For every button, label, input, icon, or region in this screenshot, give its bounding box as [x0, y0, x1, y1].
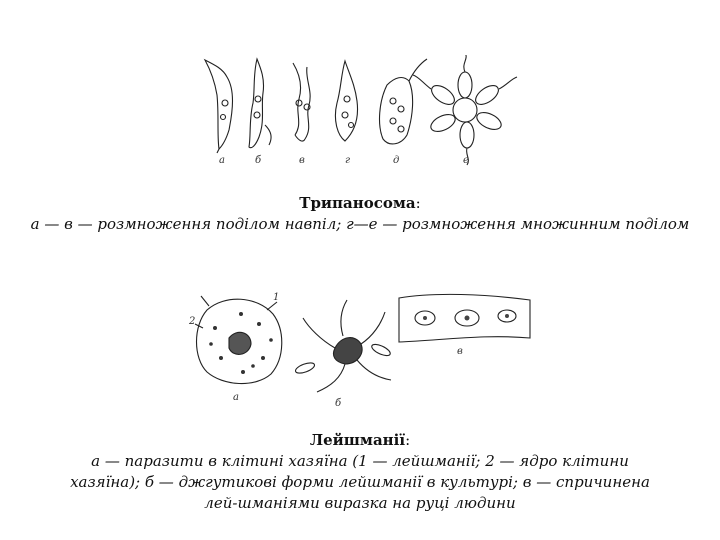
panel-label-b2: б: [335, 398, 342, 409]
leishmania-caption: [0, 430, 720, 514]
host-cell-a: [195, 296, 282, 384]
trypanosoma-caption: [0, 193, 720, 235]
caption-title-line-2: [0, 430, 720, 451]
trypanosome-cell-b: [249, 59, 271, 148]
trypanosome-cell-c: [293, 63, 310, 141]
panel-label-e: д: [393, 155, 400, 166]
caption-title: Трипаносома: [299, 194, 416, 212]
callout-1: 1: [273, 292, 280, 303]
panel-label-c: в: [299, 155, 305, 166]
leishmania-drawing: [185, 288, 535, 413]
panel-label-a: а: [219, 155, 225, 166]
trypanosome-cell-e: [380, 59, 427, 144]
panel-label-d: г: [345, 155, 351, 166]
panel-label-c2: в: [457, 346, 463, 357]
skin-ulcer-c: [399, 294, 530, 342]
trypanosome-rosette-f: [413, 55, 517, 165]
leishmania-figure: [185, 288, 535, 413]
caption-colon-2: :: [405, 431, 411, 449]
caption-line-3: лей-шманіями виразка на руці людини: [204, 494, 516, 512]
caption-title-2: Лейшманії: [309, 431, 406, 449]
panel-label-a2: а: [233, 392, 239, 403]
trypanosome-cell-d: [335, 61, 357, 141]
callout-2: 2: [189, 316, 196, 327]
caption-line-2: хазяїна); б — джгутикові форми лейшманії в культурі; в — спричинена: [70, 473, 650, 491]
panel-label-f: е: [463, 155, 469, 166]
trypanosome-cell-a: [205, 60, 233, 153]
caption-line-1: а — паразити в клітині хазяїна (1 — лейшманії; 2 — ядро клітини: [91, 452, 629, 470]
caption-body: а — в — розмноження поділом навпіл; г—е — розмноження множинним поділом: [30, 215, 690, 233]
trypanosoma-drawing: [195, 55, 525, 170]
flagellate-cluster-b: [294, 300, 392, 392]
caption-colon: :: [415, 194, 421, 212]
panel-label-b: б: [255, 155, 262, 166]
trypanosoma-figure: [195, 55, 525, 170]
caption-title-line: [0, 193, 720, 214]
